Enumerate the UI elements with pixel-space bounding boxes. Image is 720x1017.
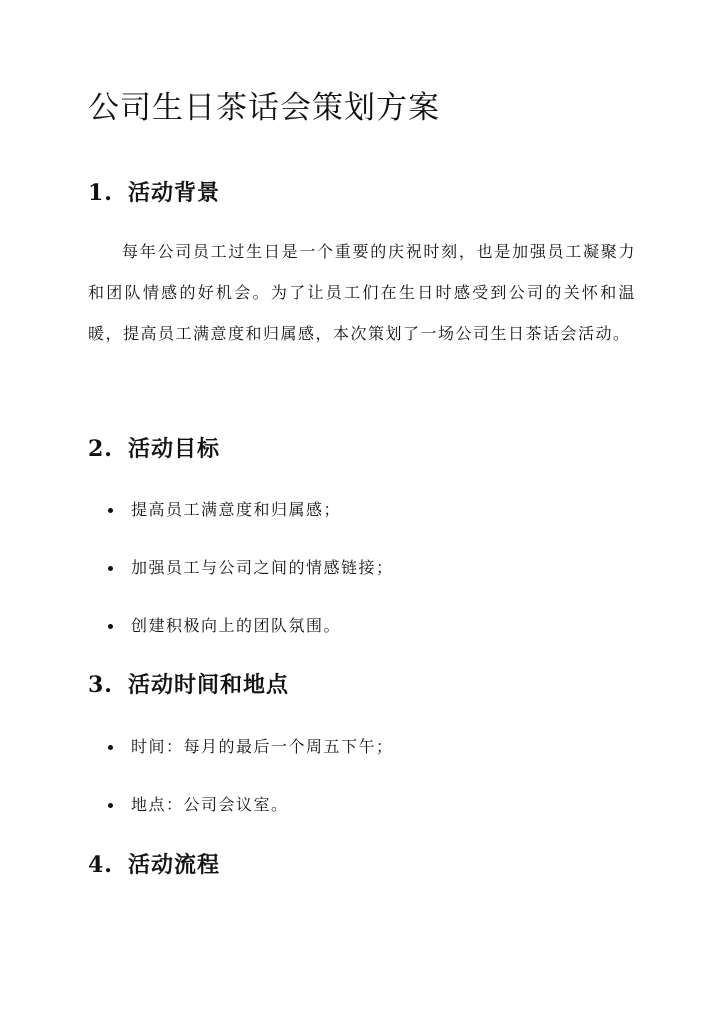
bullet-dot-icon [108,624,113,629]
list-item-text: 创建积极向上的团队氛围。 [131,616,342,635]
bullet-dot-icon [108,566,113,571]
section-title: 活动目标 [128,436,221,462]
section-number: 3. [88,672,113,698]
document-title: 公司生日茶话会策划方案 [88,90,440,126]
section-title: 活动时间和地点 [128,672,290,698]
bullet-dot-icon [108,745,113,750]
section-heading-goals [88,432,220,463]
section-heading-time-place [88,668,289,699]
section-number: 1. [88,180,113,206]
section-number: 4. [88,852,113,878]
list-item-text: 地点：公司会议室。 [131,795,289,814]
section-heading-process [88,848,220,879]
list-item-text: 提高员工满意度和归属感； [131,500,342,519]
section-number: 2. [88,436,113,462]
section-title: 活动流程 [128,852,221,878]
list-item-text: 时间：每月的最后一个周五下午； [131,737,394,756]
background-paragraph: 每年公司员工过生日是一个重要的庆祝时刻，也是加强员工凝聚力和团队情感的好机会。为了让员工们在生日时感受到公司的关怀和温暖，提高员工满意度和归属感，本次策划了一场公司生日茶话会活动。 [88,242,636,343]
section-title: 活动背景 [128,180,221,206]
list-item-text: 加强员工与公司之间的情感链接； [131,558,394,577]
section-heading-background [88,176,220,207]
bullet-dot-icon [108,508,113,513]
bullet-dot-icon [108,803,113,808]
